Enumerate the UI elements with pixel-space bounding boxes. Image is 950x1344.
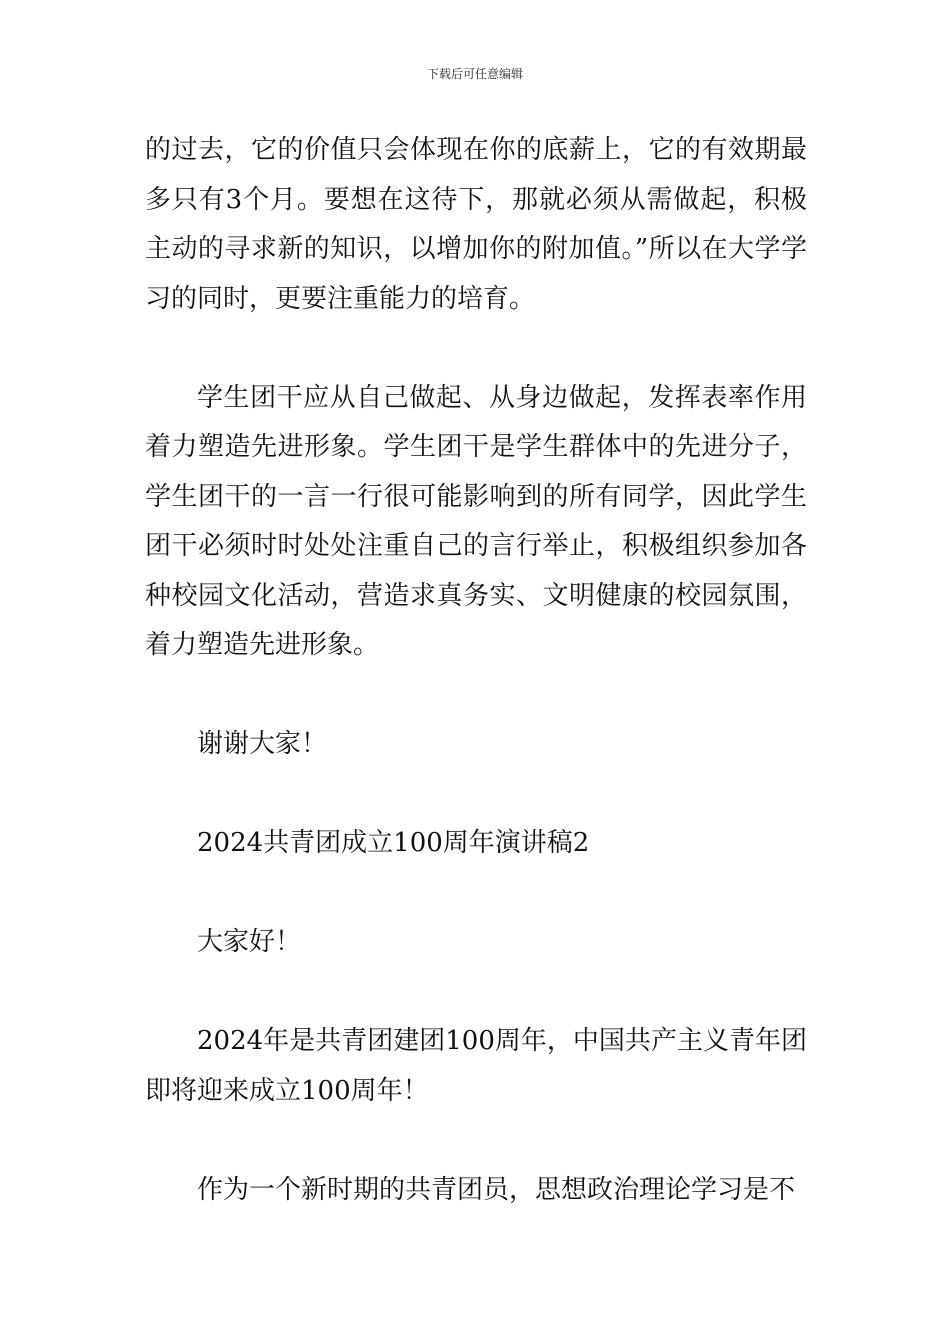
paragraph-student-cadres: 学生团干应从自己做起、从身边做起，发挥表率作用着力塑造先进形象。学生团干是学生群体中的先进分子，学生团干的一言一行很可能影响到的所有同学，因此学生团干必须时时处处注重自己的言行举止，积极组织参加各种校园文化活动，营造求真务实、文明健康的校园氛围，着力塑造先进形象。	[145, 382, 807, 660]
paragraph-gap	[145, 1116, 807, 1166]
document-body	[145, 126, 807, 1215]
paragraph-continuation: 的过去，它的价值只会体现在你的底薪上，它的有效期最多只有3个月。要想在这待下，那就必须从需做起，积极主动的寻求新的知识，以增加你的附加值。”所以在大学学习的同时，更要注重能力的培育。	[145, 135, 807, 314]
paragraph-gap	[145, 324, 807, 374]
paragraph-gap	[145, 770, 807, 820]
speech-title: 2024共青团成立100周年演讲稿2	[197, 828, 590, 858]
paragraph-gap	[145, 968, 807, 1018]
paragraph-anniversary: 2024年是共青团建团100周年，中国共产主义青年团即将迎来成立100周年！	[145, 1026, 807, 1106]
page-header-note: 下载后可任意编辑	[426, 67, 523, 81]
paragraph-gap	[145, 869, 807, 919]
paragraph-study: 作为一个新时期的共青团员，思想政治理论学习是不	[197, 1174, 796, 1205]
paragraph-greeting: 大家好！	[197, 927, 302, 957]
paragraph-gap	[145, 671, 807, 721]
paragraph-thanks: 谢谢大家！	[197, 729, 328, 759]
